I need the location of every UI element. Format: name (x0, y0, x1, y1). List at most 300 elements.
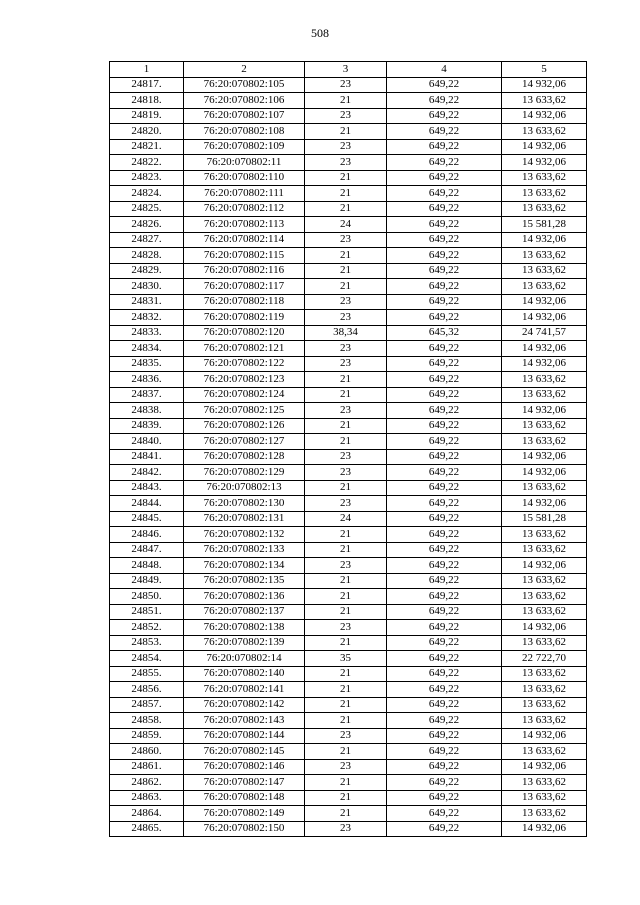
rate-cell: 649,22 (387, 511, 502, 527)
cadastral-number-cell: 76:20:070802:142 (184, 697, 305, 713)
table-row (110, 170, 587, 186)
rate-cell: 649,22 (387, 573, 502, 589)
table-row (110, 806, 587, 822)
value-cell: 13 633,62 (502, 666, 587, 682)
cadastral-number-cell: 76:20:070802:130 (184, 496, 305, 512)
area-cell: 35 (305, 651, 387, 667)
area-cell: 23 (305, 310, 387, 326)
row-number-cell: 24848. (110, 558, 184, 574)
row-number-cell: 24837. (110, 387, 184, 403)
rate-cell: 649,22 (387, 620, 502, 636)
table-row (110, 635, 587, 651)
row-number-cell: 24856. (110, 682, 184, 698)
row-number-cell: 24822. (110, 155, 184, 171)
page-number: 508 (311, 26, 329, 40)
table-row (110, 93, 587, 109)
column-header-3: 3 (305, 62, 387, 78)
row-number-cell: 24820. (110, 124, 184, 140)
value-cell: 13 633,62 (502, 93, 587, 109)
cadastral-number-cell: 76:20:070802:115 (184, 248, 305, 264)
table-row (110, 589, 587, 605)
cadastral-number-cell: 76:20:070802:14 (184, 651, 305, 667)
row-number-cell: 24842. (110, 465, 184, 481)
value-cell: 14 932,06 (502, 108, 587, 124)
row-number-cell: 24817. (110, 77, 184, 93)
cadastral-number-cell: 76:20:070802:112 (184, 201, 305, 217)
area-cell: 23 (305, 558, 387, 574)
rate-cell: 649,22 (387, 682, 502, 698)
cadastral-number-cell: 76:20:070802:134 (184, 558, 305, 574)
area-cell: 21 (305, 387, 387, 403)
area-cell: 23 (305, 465, 387, 481)
rate-cell: 645,32 (387, 325, 502, 341)
cadastral-number-cell: 76:20:070802:107 (184, 108, 305, 124)
rate-cell: 649,22 (387, 77, 502, 93)
row-number-cell: 24857. (110, 697, 184, 713)
row-number-cell: 24846. (110, 527, 184, 543)
table-row (110, 387, 587, 403)
row-number-cell: 24834. (110, 341, 184, 357)
rate-cell: 649,22 (387, 635, 502, 651)
rate-cell: 649,22 (387, 232, 502, 248)
area-cell: 23 (305, 403, 387, 419)
area-cell: 21 (305, 589, 387, 605)
rate-cell: 649,22 (387, 775, 502, 791)
rate-cell: 649,22 (387, 418, 502, 434)
cadastral-number-cell: 76:20:070802:131 (184, 511, 305, 527)
table-row (110, 201, 587, 217)
table-row (110, 217, 587, 233)
area-cell: 23 (305, 294, 387, 310)
value-cell: 13 633,62 (502, 387, 587, 403)
row-number-cell: 24831. (110, 294, 184, 310)
value-cell: 14 932,06 (502, 620, 587, 636)
area-cell: 23 (305, 341, 387, 357)
table-row (110, 744, 587, 760)
registry-table (109, 61, 587, 837)
area-cell: 21 (305, 806, 387, 822)
cadastral-number-cell: 76:20:070802:133 (184, 542, 305, 558)
value-cell: 14 932,06 (502, 356, 587, 372)
cadastral-number-cell: 76:20:070802:143 (184, 713, 305, 729)
area-cell: 23 (305, 449, 387, 465)
cadastral-number-cell: 76:20:070802:114 (184, 232, 305, 248)
value-cell: 13 633,62 (502, 170, 587, 186)
rate-cell: 649,22 (387, 186, 502, 202)
value-cell: 14 932,06 (502, 403, 587, 419)
cadastral-number-cell: 76:20:070802:117 (184, 279, 305, 295)
table-row (110, 573, 587, 589)
row-number-cell: 24851. (110, 604, 184, 620)
cadastral-number-cell: 76:20:070802:123 (184, 372, 305, 388)
cadastral-number-cell: 76:20:070802:11 (184, 155, 305, 171)
cadastral-number-cell: 76:20:070802:111 (184, 186, 305, 202)
table-row (110, 527, 587, 543)
area-cell: 21 (305, 418, 387, 434)
area-cell: 21 (305, 434, 387, 450)
rate-cell: 649,22 (387, 496, 502, 512)
cadastral-number-cell: 76:20:070802:128 (184, 449, 305, 465)
column-header-5: 5 (502, 62, 587, 78)
row-number-cell: 24865. (110, 821, 184, 837)
table-row (110, 77, 587, 93)
column-header-2: 2 (184, 62, 305, 78)
table-row (110, 341, 587, 357)
table-row (110, 604, 587, 620)
cadastral-number-cell: 76:20:070802:145 (184, 744, 305, 760)
cadastral-number-cell: 76:20:070802:109 (184, 139, 305, 155)
table-row (110, 821, 587, 837)
rate-cell: 649,22 (387, 93, 502, 109)
table-row (110, 682, 587, 698)
rate-cell: 649,22 (387, 248, 502, 264)
area-cell: 21 (305, 170, 387, 186)
rate-cell: 649,22 (387, 465, 502, 481)
cadastral-number-cell: 76:20:070802:135 (184, 573, 305, 589)
area-cell: 21 (305, 248, 387, 264)
value-cell: 14 932,06 (502, 449, 587, 465)
table-row (110, 480, 587, 496)
cadastral-number-cell: 76:20:070802:129 (184, 465, 305, 481)
area-cell: 23 (305, 821, 387, 837)
value-cell: 13 633,62 (502, 186, 587, 202)
area-cell: 21 (305, 93, 387, 109)
cadastral-number-cell: 76:20:070802:148 (184, 790, 305, 806)
cadastral-number-cell: 76:20:070802:124 (184, 387, 305, 403)
table-row (110, 232, 587, 248)
value-cell: 13 633,62 (502, 790, 587, 806)
area-cell: 21 (305, 372, 387, 388)
rate-cell: 649,22 (387, 217, 502, 233)
cadastral-number-cell: 76:20:070802:144 (184, 728, 305, 744)
table-row (110, 124, 587, 140)
row-number-cell: 24839. (110, 418, 184, 434)
cadastral-number-cell: 76:20:070802:150 (184, 821, 305, 837)
area-cell: 21 (305, 263, 387, 279)
table-row (110, 713, 587, 729)
table-row (110, 310, 587, 326)
value-cell: 13 633,62 (502, 248, 587, 264)
cadastral-number-cell: 76:20:070802:132 (184, 527, 305, 543)
row-number-cell: 24841. (110, 449, 184, 465)
rate-cell: 649,22 (387, 310, 502, 326)
row-number-cell: 24861. (110, 759, 184, 775)
table-row (110, 790, 587, 806)
rate-cell: 649,22 (387, 666, 502, 682)
cadastral-number-cell: 76:20:070802:106 (184, 93, 305, 109)
area-cell: 23 (305, 232, 387, 248)
cadastral-number-cell: 76:20:070802:125 (184, 403, 305, 419)
cadastral-number-cell: 76:20:070802:127 (184, 434, 305, 450)
row-number-cell: 24864. (110, 806, 184, 822)
value-cell: 13 633,62 (502, 573, 587, 589)
rate-cell: 649,22 (387, 480, 502, 496)
area-cell: 21 (305, 775, 387, 791)
row-number-cell: 24825. (110, 201, 184, 217)
rate-cell: 649,22 (387, 170, 502, 186)
value-cell: 14 932,06 (502, 496, 587, 512)
value-cell: 14 932,06 (502, 294, 587, 310)
table-row (110, 186, 587, 202)
row-number-cell: 24833. (110, 325, 184, 341)
cadastral-number-cell: 76:20:070802:137 (184, 604, 305, 620)
cadastral-number-cell: 76:20:070802:116 (184, 263, 305, 279)
rate-cell: 649,22 (387, 139, 502, 155)
table-row (110, 449, 587, 465)
table-row (110, 139, 587, 155)
value-cell: 14 932,06 (502, 77, 587, 93)
value-cell: 13 633,62 (502, 589, 587, 605)
area-cell: 21 (305, 744, 387, 760)
value-cell: 13 633,62 (502, 635, 587, 651)
row-number-cell: 24847. (110, 542, 184, 558)
value-cell: 14 932,06 (502, 728, 587, 744)
value-cell: 13 633,62 (502, 682, 587, 698)
value-cell: 15 581,28 (502, 511, 587, 527)
value-cell: 14 932,06 (502, 759, 587, 775)
value-cell: 14 932,06 (502, 341, 587, 357)
row-number-cell: 24823. (110, 170, 184, 186)
table-row (110, 356, 587, 372)
area-cell: 21 (305, 682, 387, 698)
table-row (110, 651, 587, 667)
area-cell: 21 (305, 713, 387, 729)
value-cell: 13 633,62 (502, 124, 587, 140)
row-number-cell: 24826. (110, 217, 184, 233)
row-number-cell: 24845. (110, 511, 184, 527)
value-cell: 13 633,62 (502, 527, 587, 543)
rate-cell: 649,22 (387, 790, 502, 806)
row-number-cell: 24824. (110, 186, 184, 202)
area-cell: 23 (305, 620, 387, 636)
row-number-cell: 24835. (110, 356, 184, 372)
rate-cell: 649,22 (387, 651, 502, 667)
table-row (110, 697, 587, 713)
area-cell: 21 (305, 527, 387, 543)
value-cell: 24 741,57 (502, 325, 587, 341)
table-row (110, 325, 587, 341)
rate-cell: 649,22 (387, 155, 502, 171)
table-row (110, 465, 587, 481)
cadastral-number-cell: 76:20:070802:138 (184, 620, 305, 636)
cadastral-number-cell: 76:20:070802:13 (184, 480, 305, 496)
table-row (110, 263, 587, 279)
row-number-cell: 24859. (110, 728, 184, 744)
table-row (110, 294, 587, 310)
row-number-cell: 24854. (110, 651, 184, 667)
area-cell: 21 (305, 573, 387, 589)
rate-cell: 649,22 (387, 558, 502, 574)
area-cell: 24 (305, 511, 387, 527)
table-row (110, 418, 587, 434)
rate-cell: 649,22 (387, 728, 502, 744)
cadastral-number-cell: 76:20:070802:119 (184, 310, 305, 326)
value-cell: 14 932,06 (502, 155, 587, 171)
area-cell: 21 (305, 790, 387, 806)
table-row (110, 620, 587, 636)
rate-cell: 649,22 (387, 604, 502, 620)
rate-cell: 649,22 (387, 449, 502, 465)
rate-cell: 649,22 (387, 124, 502, 140)
value-cell: 14 932,06 (502, 465, 587, 481)
row-number-cell: 24849. (110, 573, 184, 589)
table-row (110, 248, 587, 264)
table-row (110, 542, 587, 558)
rate-cell: 649,22 (387, 403, 502, 419)
row-number-cell: 24821. (110, 139, 184, 155)
area-cell: 21 (305, 542, 387, 558)
area-cell: 23 (305, 139, 387, 155)
value-cell: 13 633,62 (502, 713, 587, 729)
row-number-cell: 24818. (110, 93, 184, 109)
cadastral-number-cell: 76:20:070802:121 (184, 341, 305, 357)
cadastral-number-cell: 76:20:070802:141 (184, 682, 305, 698)
area-cell: 23 (305, 356, 387, 372)
rate-cell: 649,22 (387, 279, 502, 295)
value-cell: 13 633,62 (502, 418, 587, 434)
rate-cell: 649,22 (387, 713, 502, 729)
value-cell: 13 633,62 (502, 697, 587, 713)
rate-cell: 649,22 (387, 387, 502, 403)
rate-cell: 649,22 (387, 542, 502, 558)
rate-cell: 649,22 (387, 356, 502, 372)
table-row (110, 155, 587, 171)
cadastral-number-cell: 76:20:070802:110 (184, 170, 305, 186)
row-number-cell: 24827. (110, 232, 184, 248)
rate-cell: 649,22 (387, 341, 502, 357)
cadastral-number-cell: 76:20:070802:140 (184, 666, 305, 682)
row-number-cell: 24819. (110, 108, 184, 124)
cadastral-number-cell: 76:20:070802:126 (184, 418, 305, 434)
table-row (110, 403, 587, 419)
value-cell: 13 633,62 (502, 744, 587, 760)
rate-cell: 649,22 (387, 527, 502, 543)
value-cell: 13 633,62 (502, 775, 587, 791)
area-cell: 21 (305, 124, 387, 140)
row-number-cell: 24855. (110, 666, 184, 682)
row-number-cell: 24858. (110, 713, 184, 729)
table-row (110, 666, 587, 682)
cadastral-number-cell: 76:20:070802:118 (184, 294, 305, 310)
cadastral-number-cell: 76:20:070802:113 (184, 217, 305, 233)
area-cell: 21 (305, 697, 387, 713)
area-cell: 21 (305, 604, 387, 620)
area-cell: 38,34 (305, 325, 387, 341)
cadastral-number-cell: 76:20:070802:147 (184, 775, 305, 791)
row-number-cell: 24830. (110, 279, 184, 295)
column-header-1: 1 (110, 62, 184, 78)
table-row (110, 496, 587, 512)
rate-cell: 649,22 (387, 263, 502, 279)
cadastral-number-cell: 76:20:070802:136 (184, 589, 305, 605)
area-cell: 21 (305, 201, 387, 217)
area-cell: 23 (305, 155, 387, 171)
value-cell: 14 932,06 (502, 139, 587, 155)
row-number-cell: 24853. (110, 635, 184, 651)
cadastral-number-cell: 76:20:070802:105 (184, 77, 305, 93)
table-body (110, 77, 587, 837)
area-cell: 21 (305, 480, 387, 496)
area-cell: 24 (305, 217, 387, 233)
rate-cell: 649,22 (387, 201, 502, 217)
cadastral-number-cell: 76:20:070802:149 (184, 806, 305, 822)
area-cell: 23 (305, 759, 387, 775)
value-cell: 13 633,62 (502, 201, 587, 217)
row-number-cell: 24829. (110, 263, 184, 279)
rate-cell: 649,22 (387, 759, 502, 775)
rate-cell: 649,22 (387, 434, 502, 450)
table-row (110, 759, 587, 775)
rate-cell: 649,22 (387, 589, 502, 605)
column-header-4: 4 (387, 62, 502, 78)
rate-cell: 649,22 (387, 821, 502, 837)
table-row (110, 511, 587, 527)
table-row (110, 372, 587, 388)
table-row (110, 775, 587, 791)
rate-cell: 649,22 (387, 806, 502, 822)
rate-cell: 649,22 (387, 294, 502, 310)
row-number-cell: 24828. (110, 248, 184, 264)
row-number-cell: 24836. (110, 372, 184, 388)
row-number-cell: 24863. (110, 790, 184, 806)
value-cell: 13 633,62 (502, 542, 587, 558)
rate-cell: 649,22 (387, 108, 502, 124)
row-number-cell: 24843. (110, 480, 184, 496)
table-row (110, 108, 587, 124)
row-number-cell: 24844. (110, 496, 184, 512)
value-cell: 14 932,06 (502, 558, 587, 574)
row-number-cell: 24862. (110, 775, 184, 791)
value-cell: 13 633,62 (502, 434, 587, 450)
row-number-cell: 24860. (110, 744, 184, 760)
row-number-cell: 24850. (110, 589, 184, 605)
area-cell: 23 (305, 496, 387, 512)
value-cell: 14 932,06 (502, 821, 587, 837)
rate-cell: 649,22 (387, 372, 502, 388)
row-number-cell: 24840. (110, 434, 184, 450)
rate-cell: 649,22 (387, 697, 502, 713)
table-row (110, 434, 587, 450)
area-cell: 21 (305, 666, 387, 682)
value-cell: 15 581,28 (502, 217, 587, 233)
row-number-cell: 24838. (110, 403, 184, 419)
value-cell: 14 932,06 (502, 310, 587, 326)
table-row (110, 279, 587, 295)
value-cell: 13 633,62 (502, 263, 587, 279)
value-cell: 13 633,62 (502, 604, 587, 620)
area-cell: 21 (305, 186, 387, 202)
table-header-row (110, 62, 587, 78)
value-cell: 22 722,70 (502, 651, 587, 667)
cadastral-number-cell: 76:20:070802:108 (184, 124, 305, 140)
row-number-cell: 24852. (110, 620, 184, 636)
cadastral-number-cell: 76:20:070802:120 (184, 325, 305, 341)
table-row (110, 558, 587, 574)
value-cell: 13 633,62 (502, 279, 587, 295)
cadastral-number-cell: 76:20:070802:146 (184, 759, 305, 775)
cadastral-number-cell: 76:20:070802:122 (184, 356, 305, 372)
value-cell: 14 932,06 (502, 232, 587, 248)
row-number-cell: 24832. (110, 310, 184, 326)
value-cell: 13 633,62 (502, 480, 587, 496)
value-cell: 13 633,62 (502, 372, 587, 388)
rate-cell: 649,22 (387, 744, 502, 760)
area-cell: 23 (305, 108, 387, 124)
area-cell: 21 (305, 279, 387, 295)
table-row (110, 728, 587, 744)
cadastral-number-cell: 76:20:070802:139 (184, 635, 305, 651)
value-cell: 13 633,62 (502, 806, 587, 822)
